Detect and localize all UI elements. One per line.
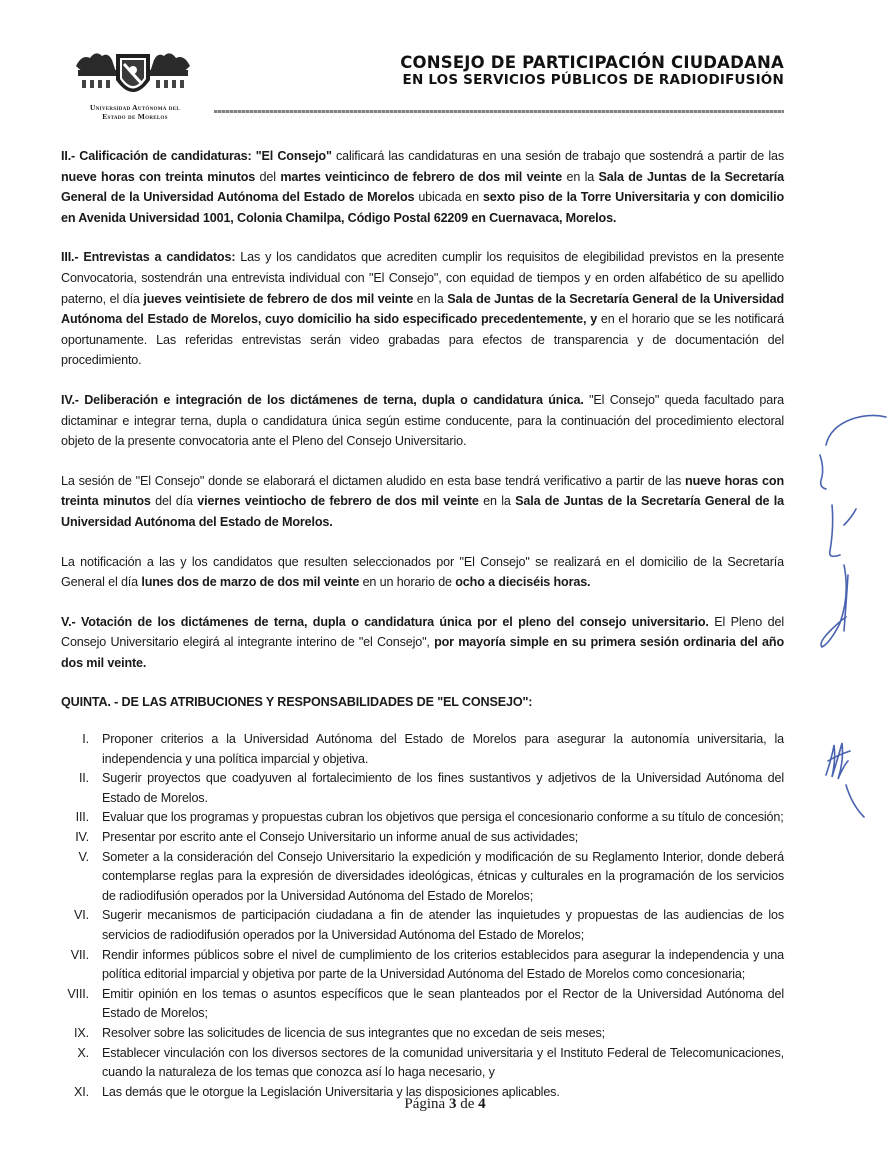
attributions-list bbox=[61, 730, 784, 1102]
page-footer bbox=[0, 1096, 890, 1113]
university-name bbox=[60, 103, 210, 121]
text-bold: por mayoría simple en su primera sesión ordinaria del año dos mil veinte. bbox=[61, 635, 784, 670]
text: Las y los candidatos que acrediten cumplir los requisitos de elegibilidad previstos en la presente Convocatoria, sostendrán una entrevista individual con "El Consejo", con equidad de tiempos y en orden alfabético de su apellido paterno, el día bbox=[61, 250, 784, 306]
handwritten-signatures bbox=[800, 405, 890, 835]
text-bold: IV.- Deliberación e integración de los dictámenes de terna, dupla o candidatura única. bbox=[61, 392, 584, 407]
attribution-item bbox=[61, 808, 784, 828]
attribution-text: Emitir opinión en los temas o asuntos específicos que le sean planteados por el Rector de la Universidad Autónoma del Estado de Morelos; bbox=[102, 986, 784, 1021]
attribution-number: XI. bbox=[74, 1084, 89, 1099]
attribution-text: Rendir informes públicos sobre el nivel de cumplimiento de los criterios establecidos para asegurar la independencia y una política editorial imparcial y objetiva por parte de la Universidad Autónoma del Estado de Morelos como concesionaria; bbox=[102, 947, 784, 982]
attribution-text: Las demás que le otorgue la Legislación Universitaria y las disposiciones aplicables. bbox=[102, 1084, 560, 1099]
text: en la bbox=[562, 169, 599, 184]
text-bold: Sala de Juntas de la Secretaría General de la Universidad Autónoma del Estado de Morelos bbox=[61, 169, 784, 205]
attribution-text: Sugerir proyectos que coadyuven al fortalecimiento de los fines sustantivos y adjetivos de la Universidad Autónoma del Estado de Morelos. bbox=[102, 771, 784, 805]
text: El Pleno del Consejo Universitario elegirá al integrante interino de "el Consejo", bbox=[61, 614, 785, 650]
text: del bbox=[255, 169, 281, 184]
attribution-text: Presentar por escrito ante el Consejo Universitario un informe anual de sus actividades; bbox=[102, 830, 579, 845]
text-bold: sexto piso de la Torre Universitaria y con domicilio en Avenida Universidad 1001, Colonia Chamilpa, Código Postal 62209 en Cuernavaca, Morelos. bbox=[61, 190, 784, 225]
text: en el horario que se les notificará oportunamente. Las referidas entrevistas serán video grabadas para efectos de transparencia y de documentación del procedimiento. bbox=[61, 312, 784, 368]
text-bold: lunes dos de marzo de dos mil veinte bbox=[141, 575, 360, 590]
text: en un horario de bbox=[359, 575, 456, 590]
attribution-item bbox=[61, 848, 784, 907]
text-bold: martes veinticinco de febrero de dos mil veinte bbox=[280, 169, 563, 184]
council-title bbox=[400, 53, 784, 88]
attribution-number: IX. bbox=[74, 1025, 89, 1040]
paragraph-deliberation bbox=[61, 390, 784, 452]
text-bold: II.- Calificación de candidaturas: "El Consejo" bbox=[61, 149, 332, 163]
attribution-number: X. bbox=[77, 1045, 89, 1060]
text: del día bbox=[150, 494, 198, 509]
attribution-item bbox=[61, 1044, 784, 1083]
header-divider bbox=[214, 110, 784, 113]
text: ubicada en bbox=[414, 190, 483, 205]
text: en la bbox=[478, 494, 516, 509]
council-title-line2: EN LOS SERVICIOS PÚBLICOS DE RADIODIFUSIÓN bbox=[402, 72, 784, 88]
attribution-number: I. bbox=[82, 732, 89, 747]
paragraph-session bbox=[61, 471, 784, 533]
attribution-item bbox=[61, 906, 784, 945]
text: en la bbox=[413, 291, 448, 306]
attribution-number: VIII. bbox=[67, 986, 89, 1001]
text: La sesión de "El Consejo" donde se elaborará el dictamen aludido en esta base tendrá verificativo a partir de las bbox=[61, 473, 686, 488]
page-word: Página bbox=[404, 1096, 446, 1112]
attribution-number: III. bbox=[75, 810, 89, 825]
text-bold: nueve horas con treinta minutos bbox=[61, 169, 256, 184]
paragraph-notification bbox=[61, 552, 784, 593]
attribution-text: Someter a la consideración del Consejo Universitario la expedición y modificación de su Reglamento Interior, donde deberá contemplarse reglas para la expresión de diversidades ideológicas, étnicas y culturales en la programación de los servicios de radiodifusión operados por la Universidad Autónoma del Estado de Morelos; bbox=[102, 849, 784, 903]
university-crest-logo bbox=[72, 46, 194, 106]
paragraph-voting bbox=[61, 612, 784, 674]
page-current: 3 bbox=[448, 1096, 457, 1112]
document-body bbox=[61, 146, 784, 1102]
attribution-text: Evaluar que los programas y propuestas cubran los objetivos que persiga el concesionario conforme a su título de concesión; bbox=[102, 810, 784, 825]
attribution-number: V. bbox=[78, 849, 89, 864]
paragraph-candidate-qualification bbox=[61, 146, 784, 228]
paragraph-candidate-interviews bbox=[61, 247, 784, 371]
text: calificará las candidaturas en una sesión de trabajo que sostendrá a partir de las bbox=[331, 149, 784, 163]
attribution-number: IV. bbox=[75, 830, 89, 845]
attribution-text: Sugerir mecanismos de participación ciudadana a fin de atender las inquietudes y propuestas de las audiencias de los servicios de radiodifusión operados por la Universidad Autónoma del Estado de Morelos; bbox=[102, 908, 784, 942]
attribution-item bbox=[61, 828, 784, 848]
attribution-number: VI. bbox=[74, 908, 89, 923]
text-bold: nueve horas con treinta minutos bbox=[61, 473, 784, 509]
text-bold: jueves veintisiete de febrero de dos mil veinte bbox=[143, 291, 414, 306]
attribution-item bbox=[61, 769, 784, 808]
text-bold: ocho a dieciséis horas. bbox=[455, 575, 591, 590]
page-of: de bbox=[460, 1096, 475, 1112]
attribution-item bbox=[61, 730, 784, 769]
attribution-item bbox=[61, 1024, 784, 1044]
text-bold: viernes veintiocho de febrero de dos mil veinte bbox=[197, 494, 479, 509]
attribution-item bbox=[61, 985, 784, 1024]
attribution-number: II. bbox=[78, 771, 89, 786]
page-header bbox=[0, 0, 890, 130]
text-bold: V.- Votación de los dictámenes de terna, dupla o candidatura única por el pleno del consejo universitario. bbox=[61, 614, 709, 629]
attribution-text: Resolver sobre las solicitudes de licencia de sus integrantes que no excedan de seis meses; bbox=[102, 1025, 605, 1040]
text: "El Consejo" queda facultado para dictaminar e integrar terna, dupla o candidatura única según estime conducente, para la continuación del procedimiento electoral objeto de la presente convocatoria ante el Pleno del Consejo Universitario. bbox=[61, 392, 784, 449]
attribution-item bbox=[61, 946, 784, 985]
attribution-number: VII. bbox=[70, 947, 89, 962]
university-name-line2: Estado de Morelos bbox=[102, 112, 168, 121]
text-bold: Sala de Juntas de la Secretaría General de la Universidad Autónoma del Estado de Morelos. bbox=[61, 494, 784, 529]
attribution-text: Proponer criterios a la Universidad Autónoma del Estado de Morelos para asegurar la autonomía universitaria, la independencia y una política imparcial y objetiva. bbox=[102, 732, 784, 766]
text: La notificación a las y los candidatos que resulten seleccionados por "El Consejo" se realizará en el domicilio de la Secretaría General el día bbox=[61, 554, 784, 590]
section-heading-quinta: QUINTA. - DE LAS ATRIBUCIONES Y RESPONSABILIDADES DE "EL CONSEJO": bbox=[61, 695, 533, 710]
text-bold: III.- Entrevistas a candidatos: bbox=[61, 250, 236, 265]
university-name-line1: Universidad Autónoma del bbox=[90, 103, 180, 112]
attribution-text: Establecer vinculación con los diversos sectores de la comunidad universitaria y el Instituto Federal de Telecomunicaciones, cuando la naturaleza de los temas que conozca así lo haga necesario, y bbox=[102, 1045, 784, 1080]
page-total: 4 bbox=[478, 1096, 486, 1112]
council-title-line1: CONSEJO DE PARTICIPACIÓN CIUDADANA bbox=[400, 53, 784, 72]
text-bold: Sala de Juntas de la Secretaría General de la Universidad Autónoma del Estado de Morelos, cuyo domicilio ha sido especificado precedentemente, y bbox=[61, 291, 784, 327]
